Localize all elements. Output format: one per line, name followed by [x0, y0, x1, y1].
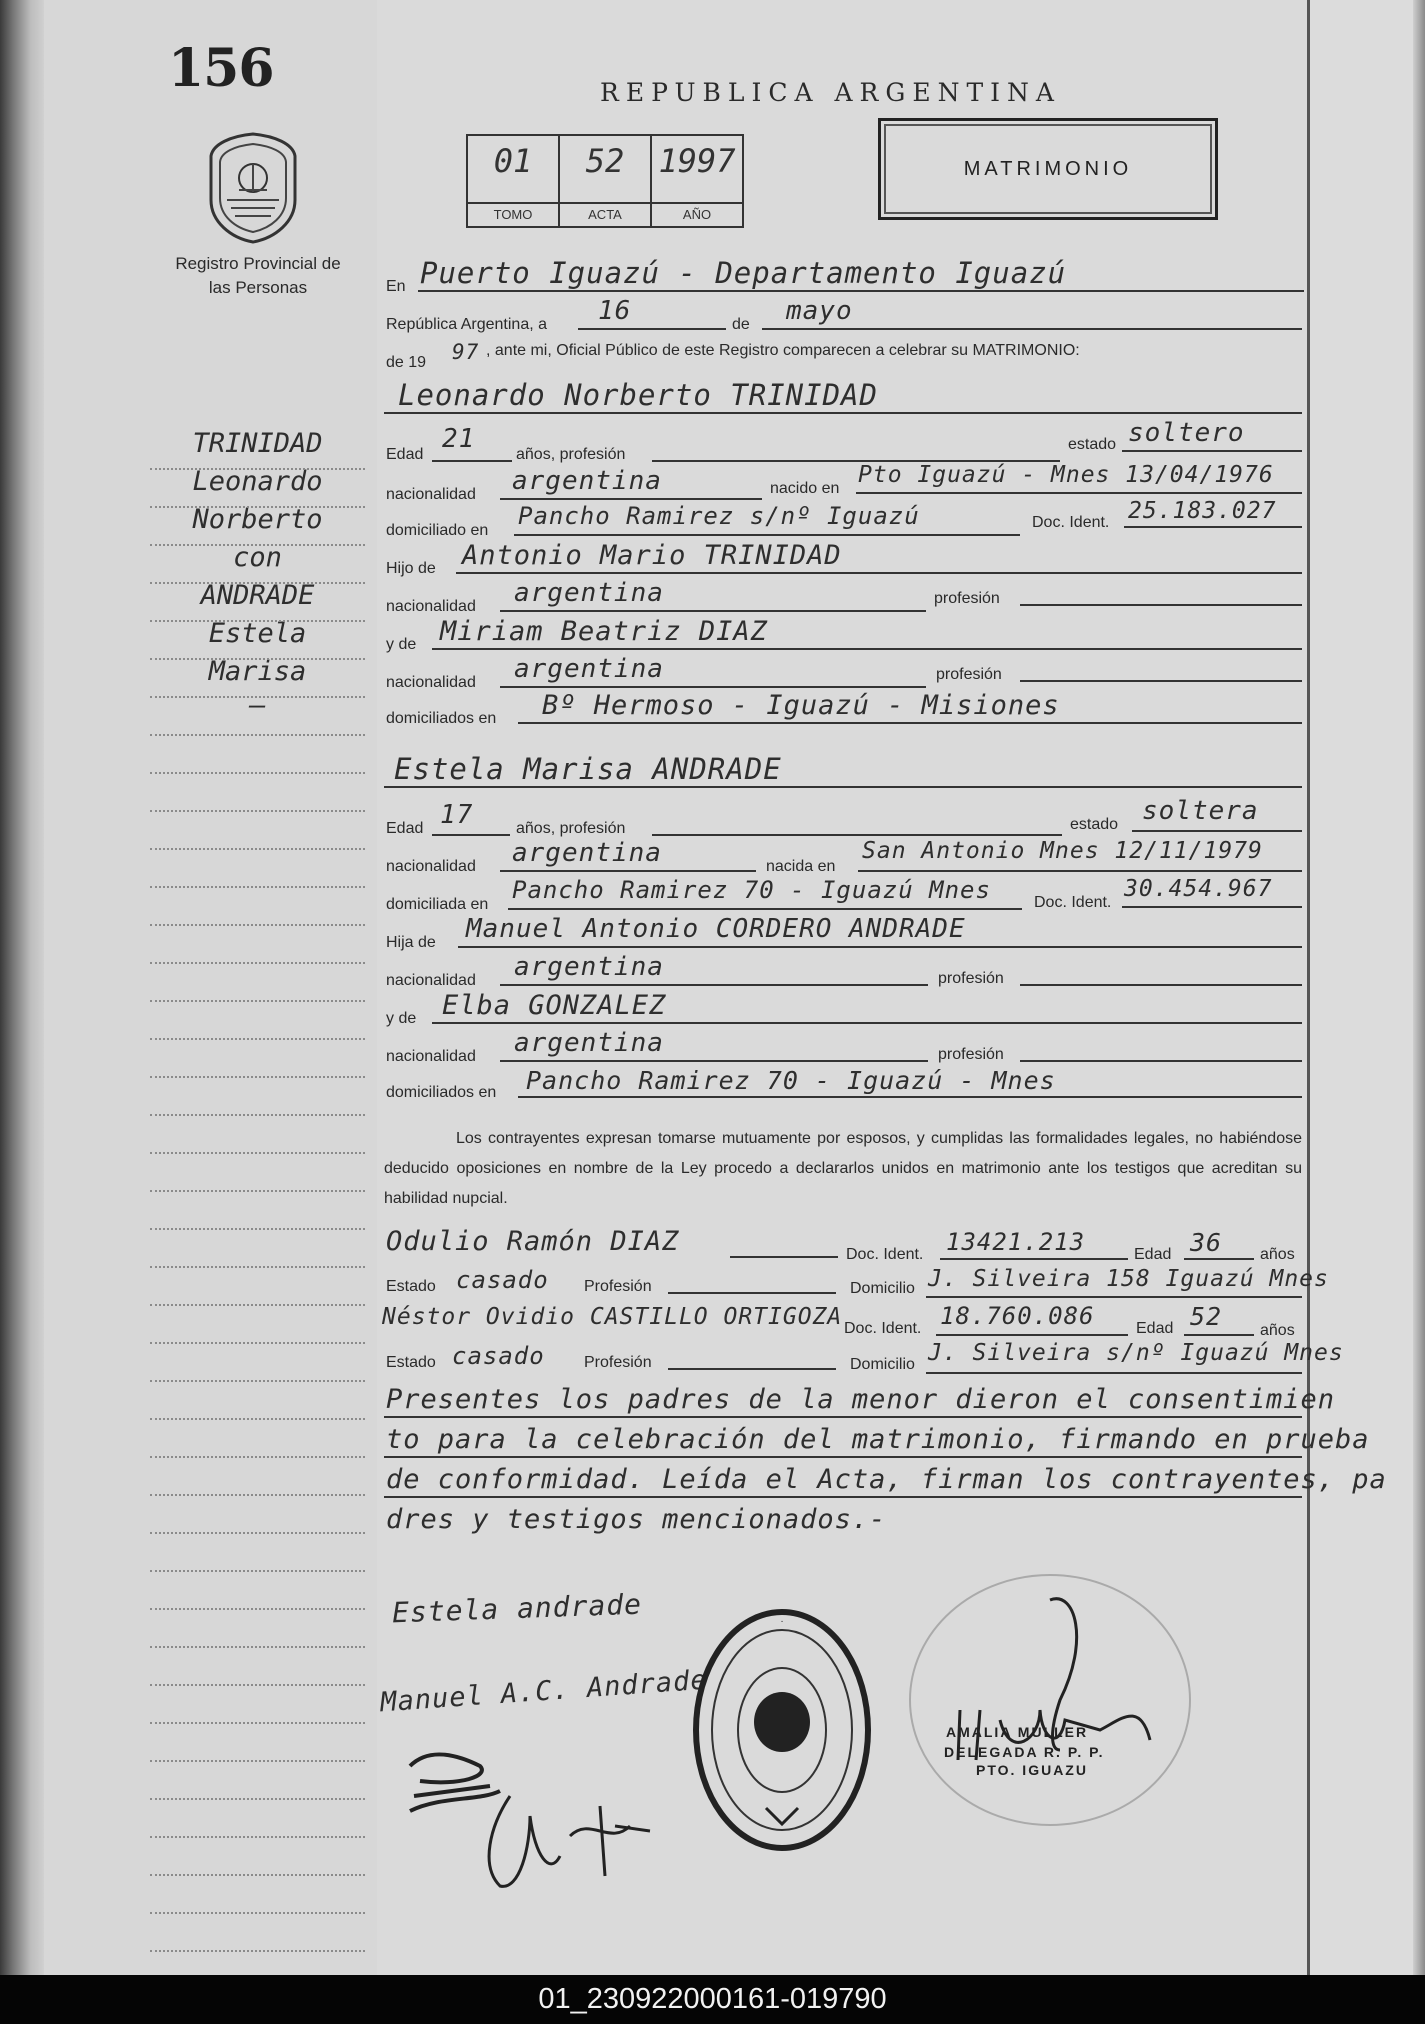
bride-estado-label: estado [1070, 816, 1119, 833]
bride-mother-nac-label: nacionalidad [386, 1048, 476, 1065]
margin-ruled-line [150, 1190, 365, 1192]
groom-age: 21 [442, 424, 476, 454]
margin-ruled-line [150, 848, 365, 850]
act-number-box [466, 134, 744, 228]
margin-ruled-line [150, 1646, 365, 1648]
bride-nacida-label: nacida en [766, 858, 836, 875]
groom-profesion-label: años, profesión [516, 446, 626, 463]
bride-mother-label: y de [386, 1010, 417, 1027]
margin-ruled-line [150, 1950, 365, 1952]
witness1-prof-label: Profesión [584, 1278, 652, 1295]
margin-name-5: ANDRADE [200, 580, 315, 611]
margin-ruled-line [150, 468, 365, 470]
margin-ruled-line [150, 1152, 365, 1154]
witness1-estado: casado [456, 1266, 549, 1294]
margin-ruled-line [150, 1304, 365, 1306]
bride-mother: Elba GONZALEZ [442, 990, 667, 1021]
bride-birth: San Antonio Mnes 12/11/1979 [862, 838, 1263, 864]
witness2-prof-label: Profesión [584, 1354, 652, 1371]
bride-parent-label: Hija de [386, 934, 436, 951]
margin-ruled-line [150, 544, 365, 546]
margin-ruled-line [150, 1494, 365, 1496]
witness1-doc: 13421.213 [946, 1228, 1086, 1256]
margin-ruled-line [150, 924, 365, 926]
father-signature: Manuel A.C. Andrade [379, 1664, 709, 1719]
groom-father-nac: argentina [514, 578, 664, 608]
margin-ruled-line [150, 1874, 365, 1876]
witness1-edad-label: Edad [1134, 1246, 1172, 1263]
margin-ruled-line [150, 1684, 365, 1686]
groom-mother: Miriam Beatriz DIAZ [440, 616, 768, 647]
groom-estado-label: estado [1068, 436, 1117, 453]
year-value: 97 [452, 340, 480, 364]
republica-label: República Argentina, a [386, 316, 547, 333]
witness1-estado-label: Estado [386, 1278, 436, 1295]
margin-ruled-line [150, 1228, 365, 1230]
bride-dom-label: domiciliada en [386, 896, 489, 913]
groom-parents-dom: Bº Hermoso - Iguazú - Misiones [542, 690, 1060, 721]
bride-parents-dom-label: domiciliados en [386, 1084, 497, 1101]
groom-father-nac-label: nacionalidad [386, 598, 476, 615]
groom-estado: soltero [1128, 418, 1245, 448]
witness2-domicilio: J. Silveira s/nº Iguazú Mnes [928, 1340, 1344, 1366]
margin-ruled-line [150, 962, 365, 964]
margin-ruled-line [150, 1836, 365, 1838]
groom-mother-label: y de [386, 636, 417, 653]
margin-name-6: Estela [208, 618, 307, 649]
groom-mother-nac: argentina [514, 654, 664, 684]
groom-domicilio: Pancho Ramirez s/nº Iguazú [518, 502, 920, 530]
margin-ruled-line [150, 1912, 365, 1914]
provincial-seal-icon [205, 130, 301, 245]
groom-parent-label: Hijo de [386, 560, 436, 577]
margin-ruled-line [150, 772, 365, 774]
margin-ruled-line [150, 1114, 365, 1116]
margin-ruled-line [150, 1608, 365, 1610]
margin-name-4: con [233, 542, 282, 573]
groom-parents-dom-label: domiciliados en [386, 710, 497, 727]
margin-ruled-line [150, 1380, 365, 1382]
witness2-age: 52 [1190, 1302, 1223, 1331]
bride-doc: 30.454.967 [1124, 876, 1273, 902]
note-line-2: to para la celebración del matrimonio, firmando en prueba [386, 1424, 1370, 1455]
margin-name-2: Leonardo [192, 466, 323, 497]
witness-signatures-graphic [400, 1736, 660, 1896]
margin-name-7: Marisa [208, 656, 307, 687]
bride-domicilio: Pancho Ramirez 70 - Iguazú Mnes [512, 876, 991, 904]
bride-parents-dom: Pancho Ramirez 70 - Iguazú - Mnes [526, 1066, 1056, 1095]
witness2-estado-label: Estado [386, 1354, 436, 1371]
bride-signature: Estela andrade [391, 1587, 643, 1630]
page-number: 156 [168, 38, 274, 99]
witness2-dom-label: Domicilio [850, 1356, 915, 1373]
margin-ruled-line [150, 810, 365, 812]
margin-ruled-line [150, 886, 365, 888]
note-line-3: de conformidad. Leída el Acta, firman los contrayentes, pa [386, 1464, 1387, 1495]
margin-ruled-line [150, 1456, 365, 1458]
groom-edad-label: Edad [386, 446, 424, 463]
image-id-footer: 01_230922000161-019790 [0, 1975, 1425, 2024]
ano-label: AÑO [652, 202, 742, 226]
groom-birth: Pto Iguazú - Mnes 13/04/1976 [858, 462, 1274, 488]
note-line-1: Presentes los padres de la menor dieron el consentimien [386, 1384, 1336, 1415]
bride-estado: soltera [1142, 796, 1259, 826]
margin-ruled-line [150, 1532, 365, 1534]
bride-edad-label: Edad [386, 820, 424, 837]
bride-nacionalidad: argentina [512, 838, 662, 868]
margin-ruled-line [150, 1038, 365, 1040]
bride-father-prof-label: profesión [938, 970, 1004, 987]
month-value: mayo [786, 296, 853, 326]
declaration-text: , ante mi, Oficial Público de este Registro comparecen a celebrar su MATRIMONIO: [486, 342, 1080, 359]
margin-ruled-line [150, 506, 365, 508]
margin-ruled-line [150, 1076, 365, 1078]
bride-mother-prof-label: profesión [938, 1046, 1004, 1063]
bride-name: Estela Marisa ANDRADE [394, 752, 782, 786]
groom-nacido-label: nacido en [770, 480, 840, 497]
groom-father: Antonio Mario TRINIDAD [462, 540, 842, 571]
margin-ruled-line [150, 1798, 365, 1800]
margin-ruled-line [150, 734, 365, 736]
place-value: Puerto Iguazú - Departamento Iguazú [420, 256, 1067, 290]
registry-title: Registro Provincial de las Personas [175, 254, 341, 297]
witness1-anos-label: años [1260, 1246, 1295, 1263]
ano-value: 1997 [658, 142, 736, 180]
witness2-doc: 18.760.086 [940, 1302, 1095, 1330]
groom-mother-prof-label: profesión [936, 666, 1002, 683]
margin-ruled-line [150, 1342, 365, 1344]
note-line-4: dres y testigos mencionados.- [386, 1504, 887, 1535]
official-name: AMALIA MULLER [946, 1724, 1089, 1740]
witness2-doc-label: Doc. Ident. [844, 1320, 922, 1337]
bride-father-nac: argentina [514, 952, 664, 982]
document-type: MATRIMONIO [963, 158, 1133, 180]
witness1-name: Odulio Ramón DIAZ [386, 1226, 680, 1257]
page-edge [1413, 0, 1425, 1975]
official-location: PTO. IGUAZU [976, 1762, 1088, 1778]
en-label: En [386, 278, 406, 295]
groom-mother-nac-label: nacionalidad [386, 674, 476, 691]
groom-nacionalidad: argentina [512, 466, 662, 496]
witness1-age: 36 [1190, 1228, 1223, 1257]
margin-ruled-line [150, 696, 365, 698]
acta-value: 52 [585, 142, 625, 180]
tomo-label: TOMO [468, 202, 558, 226]
margin-ruled-line [150, 1570, 365, 1572]
witness2-estado: casado [452, 1342, 545, 1370]
official-stamp-icon [686, 1604, 878, 1856]
official-title: DELEGADA R. P. P. [944, 1744, 1105, 1760]
margin-ruled-line [150, 620, 365, 622]
bride-age: 17 [440, 800, 474, 830]
groom-doc-label: Doc. Ident. [1032, 514, 1110, 531]
witness2-edad-label: Edad [1136, 1320, 1174, 1337]
margin-ruled-line [150, 1760, 365, 1762]
bride-profesion-label: años, profesión [516, 820, 626, 837]
margin-name-3: Norberto [192, 504, 323, 535]
bride-mother-nac: argentina [514, 1028, 664, 1058]
groom-nac-label: nacionalidad [386, 486, 476, 503]
witness1-doc-label: Doc. Ident. [846, 1246, 924, 1263]
acta-label: ACTA [560, 202, 650, 226]
official-signature-graphic [900, 1560, 1220, 1840]
groom-doc: 25.183.027 [1128, 498, 1277, 524]
groom-name: Leonardo Norberto TRINIDAD [398, 378, 878, 412]
groom-father-prof-label: profesión [934, 590, 1000, 607]
witness1-dom-label: Domicilio [850, 1280, 915, 1297]
witness1-domicilio: J. Silveira 158 Iguazú Mnes [928, 1266, 1329, 1292]
margin-ruled-line [150, 582, 365, 584]
margin-ruled-line [150, 1418, 365, 1420]
bride-father-nac-label: nacionalidad [386, 972, 476, 989]
witness2-anos-label: años [1260, 1322, 1295, 1339]
margin-ruled-line [150, 658, 365, 660]
document-type-box [878, 118, 1218, 220]
margin-ruled-line [150, 1000, 365, 1002]
header-republica: REPUBLICA ARGENTINA [600, 78, 1061, 107]
groom-dom-label: domiciliado en [386, 522, 489, 539]
de-year-label: de 19 [386, 354, 427, 371]
bride-doc-label: Doc. Ident. [1034, 894, 1112, 911]
tomo-value: 01 [493, 142, 533, 180]
margin-name-8: — [249, 690, 266, 721]
margin-ruled-line [150, 1266, 365, 1268]
binding-edge [0, 0, 44, 1975]
de-label: de [732, 316, 750, 333]
bride-father: Manuel Antonio CORDERO ANDRADE [466, 914, 966, 944]
margin-name-1: TRINIDAD [192, 428, 323, 459]
witness2-name: Néstor Ovidio CASTILLO ORTIGOZA [382, 1304, 843, 1330]
formal-declaration: Los contrayentes expresan tomarse mutuamente por esposos, y cumplidas las formalidades legales, no habiéndose deducido oposiciones en nombre de la Ley procedo a declararlos unidos en matrimonio ante los testigos que acreditan su habilidad nupcial. [384, 1130, 1302, 1207]
bride-nac-label: nacionalidad [386, 858, 476, 875]
svg-text:·: · [780, 1616, 784, 1627]
margin-ruled-line [150, 1722, 365, 1724]
day-value: 16 [598, 296, 632, 326]
